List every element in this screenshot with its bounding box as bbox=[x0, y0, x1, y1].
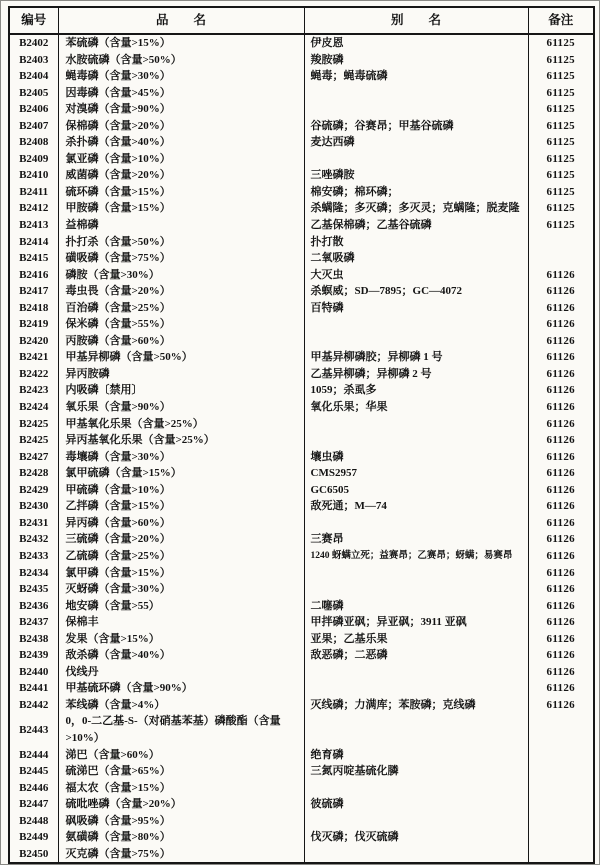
table-row bbox=[9, 283, 594, 300]
table-row bbox=[9, 631, 594, 648]
row-code-cell: B2434 bbox=[9, 565, 58, 582]
row-code-cell: B2402 bbox=[9, 34, 58, 52]
row-remark-cell: 61126 bbox=[546, 450, 575, 463]
row-code-cell: B2429 bbox=[9, 482, 58, 499]
row-remark-cell bbox=[528, 846, 594, 864]
row-name-cell: 乙硫磷（含量>25%） bbox=[58, 548, 304, 565]
table-row bbox=[9, 796, 594, 813]
table-row bbox=[9, 366, 594, 383]
row-remark-cell: 61125 bbox=[546, 53, 575, 66]
row-remark-cell bbox=[528, 780, 594, 797]
row-alias-cell: 二噻磷 bbox=[304, 598, 528, 615]
row-alias-cell: 亚果；乙基乐果 bbox=[304, 631, 528, 648]
row-code-cell: B2418 bbox=[9, 300, 58, 317]
row-code-cell: B2417 bbox=[9, 283, 58, 300]
row-remark-cell: 61126 bbox=[546, 632, 575, 645]
table-row bbox=[9, 85, 594, 102]
table-row bbox=[9, 300, 594, 317]
row-alias-cell bbox=[304, 515, 528, 532]
table-row bbox=[9, 647, 594, 664]
row-name-cell: 敌杀磷（含量>40%） bbox=[58, 647, 304, 664]
row-remark-cell: 61126 bbox=[546, 301, 575, 314]
table-row bbox=[9, 465, 594, 482]
table-row bbox=[9, 316, 594, 333]
row-remark-cell bbox=[528, 813, 594, 830]
row-name-cell: 0，0-二乙基-S-（对硝基苯基）磷酸酯（含量>10%） bbox=[58, 713, 304, 746]
table-row bbox=[9, 349, 594, 366]
table-row bbox=[9, 780, 594, 797]
row-code-cell: B2409 bbox=[9, 151, 58, 168]
row-code-cell: B2447 bbox=[9, 796, 58, 813]
row-name-cell: 扑打杀（含量>50%） bbox=[58, 234, 304, 251]
row-alias-cell: 灭线磷；力满库；苯胺磷；克线磷 bbox=[304, 697, 528, 714]
row-code-cell: B2406 bbox=[9, 101, 58, 118]
row-code-cell: B2443 bbox=[9, 713, 58, 746]
row-code-cell: B2411 bbox=[9, 184, 58, 201]
row-remark-cell: 61126 bbox=[546, 682, 575, 695]
row-alias-cell: 棉安磷；棉环磷； bbox=[304, 184, 528, 201]
row-alias-cell bbox=[304, 333, 528, 350]
row-alias-cell bbox=[304, 151, 528, 168]
row-code-cell: B2431 bbox=[9, 515, 58, 532]
row-remark-cell: 61125 bbox=[546, 103, 575, 116]
row-remark-cell: 61125 bbox=[546, 136, 575, 149]
row-remark-cell: 61126 bbox=[546, 500, 575, 513]
row-code-cell: B2420 bbox=[9, 333, 58, 350]
table-row bbox=[9, 482, 594, 499]
row-name-cell: 甲基异柳磷（含量>50%） bbox=[58, 349, 304, 366]
row-code-cell: B2404 bbox=[9, 68, 58, 85]
row-remark-cell: 61126 bbox=[546, 649, 575, 662]
row-name-cell: 发果（含量>15%） bbox=[58, 631, 304, 648]
row-code-cell: B2442 bbox=[9, 697, 58, 714]
row-alias-cell: 蝇毒；蝇毒硫磷 bbox=[304, 68, 528, 85]
row-code-cell: B2423 bbox=[9, 382, 58, 399]
row-name-cell: 水胺硫磷（含量>50%） bbox=[58, 52, 304, 69]
row-code-cell: B2425 bbox=[9, 416, 58, 433]
row-alias-cell: 谷硫磷；谷赛昂；甲基谷硫磷 bbox=[304, 118, 528, 135]
row-code-cell: B2433 bbox=[9, 548, 58, 565]
row-remark-cell: 61126 bbox=[546, 268, 575, 281]
row-code-cell: B2427 bbox=[9, 449, 58, 466]
row-name-cell: 氯甲硫磷（含量>15%） bbox=[58, 465, 304, 482]
table-row bbox=[9, 52, 594, 69]
header-alias: 别 名 bbox=[304, 7, 528, 34]
table-row bbox=[9, 134, 594, 151]
table-row bbox=[9, 250, 594, 267]
row-alias-cell bbox=[304, 846, 528, 864]
row-name-cell: 异丙胺磷 bbox=[58, 366, 304, 383]
row-code-cell: B2405 bbox=[9, 85, 58, 102]
row-name-cell: 异丙磷（含量>60%） bbox=[58, 515, 304, 532]
row-code-cell: B2428 bbox=[9, 465, 58, 482]
row-code-cell: B2444 bbox=[9, 747, 58, 764]
row-code-cell: B2439 bbox=[9, 647, 58, 664]
row-alias-cell bbox=[304, 85, 528, 102]
table-row bbox=[9, 515, 594, 532]
row-remark-cell bbox=[528, 250, 594, 267]
table-row bbox=[9, 697, 594, 714]
table-row bbox=[9, 581, 594, 598]
row-name-cell: 氧乐果（含量>90%） bbox=[58, 399, 304, 416]
row-alias-cell: 甲基异柳磷胶；异柳磷 1 号 bbox=[304, 349, 528, 366]
row-remark-cell: 61126 bbox=[546, 516, 575, 529]
row-remark-cell bbox=[528, 763, 594, 780]
row-remark-cell: 61126 bbox=[546, 367, 575, 380]
row-alias-cell: 氧化乐果；华果 bbox=[304, 399, 528, 416]
table-row bbox=[9, 664, 594, 681]
row-name-cell: 硫吡唑磷（含量>20%） bbox=[58, 796, 304, 813]
header-name: 品 名 bbox=[58, 7, 304, 34]
row-remark-cell: 61126 bbox=[546, 434, 575, 447]
row-alias-cell: GC6505 bbox=[304, 482, 528, 499]
row-remark-cell: 61125 bbox=[546, 37, 575, 49]
table-row bbox=[9, 846, 594, 864]
row-alias-cell bbox=[304, 680, 528, 697]
table-body bbox=[9, 34, 594, 863]
row-remark-cell bbox=[528, 234, 594, 251]
row-alias-cell: 壤虫磷 bbox=[304, 449, 528, 466]
row-code-cell: B2449 bbox=[9, 829, 58, 846]
row-alias-cell: 1059；杀虱多 bbox=[304, 382, 528, 399]
row-alias-cell: CMS2957 bbox=[304, 465, 528, 482]
header-remark: 备注 bbox=[528, 7, 594, 34]
header-code: 编号 bbox=[9, 7, 58, 34]
row-remark-cell: 61125 bbox=[546, 202, 575, 215]
row-name-cell: 百治磷（含量>25%） bbox=[58, 300, 304, 317]
row-remark-cell: 61126 bbox=[546, 599, 575, 612]
row-name-cell: 苯线磷（含量>4%） bbox=[58, 697, 304, 714]
row-alias-cell: 扑打散 bbox=[304, 234, 528, 251]
row-remark-cell: 61125 bbox=[546, 185, 575, 198]
row-code-cell: B2441 bbox=[9, 680, 58, 697]
row-remark-cell: 61125 bbox=[546, 169, 575, 182]
row-code-cell: B2414 bbox=[9, 234, 58, 251]
table-row bbox=[9, 382, 594, 399]
row-code-cell: B2416 bbox=[9, 267, 58, 284]
row-remark-cell: 61126 bbox=[546, 566, 575, 579]
row-name-cell: 杀扑磷（含量>40%） bbox=[58, 134, 304, 151]
table-row bbox=[9, 713, 594, 746]
row-name-cell: 伐线丹 bbox=[58, 664, 304, 681]
row-alias-cell: 敌恶磷；二恶磷 bbox=[304, 647, 528, 664]
table-row bbox=[9, 399, 594, 416]
table-row bbox=[9, 184, 594, 201]
row-name-cell: 丙胺磷（含量>60%） bbox=[58, 333, 304, 350]
row-remark-cell: 61126 bbox=[546, 417, 575, 430]
table-row bbox=[9, 118, 594, 135]
table-row bbox=[9, 234, 594, 251]
table-row bbox=[9, 200, 594, 217]
row-alias-cell: 乙基异柳磷；异柳磷 2 号 bbox=[304, 366, 528, 383]
row-alias-cell bbox=[304, 432, 528, 449]
header-row bbox=[9, 7, 594, 34]
table-row bbox=[9, 34, 594, 52]
row-code-cell: B2437 bbox=[9, 614, 58, 631]
row-name-cell: 甲胺磷（含量>15%） bbox=[58, 200, 304, 217]
row-remark-cell: 61126 bbox=[546, 318, 575, 331]
row-name-cell: 福太农（含量>15%） bbox=[58, 780, 304, 797]
row-name-cell: 因毒磷（含量>45%） bbox=[58, 85, 304, 102]
row-alias-cell bbox=[304, 713, 528, 746]
row-code-cell: B2450 bbox=[9, 846, 58, 864]
table-row bbox=[9, 167, 594, 184]
row-code-cell: B2435 bbox=[9, 581, 58, 598]
row-remark-cell: 61125 bbox=[546, 119, 575, 132]
row-alias-cell: 大灭虫 bbox=[304, 267, 528, 284]
row-name-cell: 灭蚜磷（含量>30%） bbox=[58, 581, 304, 598]
row-alias-cell: 百特磷 bbox=[304, 300, 528, 317]
row-alias-cell: 三赛昂 bbox=[304, 531, 528, 548]
row-name-cell: 涕巴（含量>60%） bbox=[58, 747, 304, 764]
table-row bbox=[9, 498, 594, 515]
row-code-cell: B2419 bbox=[9, 316, 58, 333]
row-code-cell: B2436 bbox=[9, 598, 58, 615]
row-name-cell: 磺吸磷（含量>75%） bbox=[58, 250, 304, 267]
row-name-cell: 灭克磷（含量>75%） bbox=[58, 846, 304, 864]
row-alias-cell bbox=[304, 813, 528, 830]
table-row bbox=[9, 614, 594, 631]
row-alias-cell bbox=[304, 780, 528, 797]
row-alias-cell: 三氮丙啶基硫化膦 bbox=[304, 763, 528, 780]
row-alias-cell: 伊皮恩 bbox=[304, 34, 528, 52]
table-row bbox=[9, 101, 594, 118]
row-code-cell: B2432 bbox=[9, 531, 58, 548]
row-alias-cell: 杀螟威；SD—7895；GC—4072 bbox=[304, 283, 528, 300]
row-name-cell: 甲基氧化乐果（含量>25%） bbox=[58, 416, 304, 433]
row-remark-cell: 61126 bbox=[546, 334, 575, 347]
row-name-cell: 地安磷（含量>55） bbox=[58, 598, 304, 615]
row-name-cell: 硫涕巴（含量>65%） bbox=[58, 763, 304, 780]
row-name-cell: 蝇毒磷（含量>30%） bbox=[58, 68, 304, 85]
row-name-cell: 保棉丰 bbox=[58, 614, 304, 631]
row-name-cell: 氯亚磷（含量>10%） bbox=[58, 151, 304, 168]
row-name-cell: 保棉磷（含量>20%） bbox=[58, 118, 304, 135]
row-remark-cell: 61126 bbox=[546, 616, 575, 629]
table-row bbox=[9, 813, 594, 830]
table-row bbox=[9, 267, 594, 284]
row-name-cell: 对溴磷（含量>90%） bbox=[58, 101, 304, 118]
row-alias-cell bbox=[304, 565, 528, 582]
row-code-cell: B2424 bbox=[9, 399, 58, 416]
row-name-cell: 砜吸磷（含量>95%） bbox=[58, 813, 304, 830]
table-row bbox=[9, 598, 594, 615]
row-name-cell: 内吸磷〔禁用〕 bbox=[58, 382, 304, 399]
row-remark-cell: 61126 bbox=[546, 665, 575, 678]
row-code-cell: B2413 bbox=[9, 217, 58, 234]
row-alias-cell: 麦达西磷 bbox=[304, 134, 528, 151]
chemical-products-table bbox=[8, 6, 595, 864]
row-alias-cell bbox=[304, 664, 528, 681]
row-name-cell: 甲基硫环磷（含量>90%） bbox=[58, 680, 304, 697]
table-row bbox=[9, 151, 594, 168]
row-code-cell: B2440 bbox=[9, 664, 58, 681]
row-alias-cell: 三唑磷胺 bbox=[304, 167, 528, 184]
row-name-cell: 氯甲磷（含量>15%） bbox=[58, 565, 304, 582]
row-alias-cell bbox=[304, 101, 528, 118]
table-row bbox=[9, 548, 594, 565]
row-code-cell: B2407 bbox=[9, 118, 58, 135]
row-code-cell: B2408 bbox=[9, 134, 58, 151]
row-name-cell: 苯硫磷（含量>15%） bbox=[58, 34, 304, 52]
row-alias-cell: 羧胺磷 bbox=[304, 52, 528, 69]
table-row bbox=[9, 829, 594, 846]
table-row bbox=[9, 763, 594, 780]
row-alias-cell bbox=[304, 416, 528, 433]
row-name-cell: 益棉磷 bbox=[58, 217, 304, 234]
row-remark-cell: 61126 bbox=[546, 533, 575, 546]
table-row bbox=[9, 333, 594, 350]
row-alias-cell: 1240 蚜螨立死；益赛昂；乙赛昂；蚜螨；易赛昂 bbox=[304, 548, 528, 565]
row-remark-cell: 61126 bbox=[546, 583, 575, 596]
row-remark-cell: 61125 bbox=[546, 86, 575, 99]
row-alias-cell: 彼硫磷 bbox=[304, 796, 528, 813]
row-name-cell: 三硫磷（含量>20%） bbox=[58, 531, 304, 548]
table-header bbox=[9, 7, 594, 34]
row-name-cell: 磷胺（含量>30%） bbox=[58, 267, 304, 284]
row-alias-cell: 绝育磷 bbox=[304, 747, 528, 764]
row-alias-cell: 杀螨隆；多灭磷；多灭灵；克螨隆；脱麦隆 bbox=[304, 200, 528, 217]
row-remark-cell: 61126 bbox=[546, 401, 575, 414]
row-alias-cell: 乙基保棉磷；乙基谷硫磷 bbox=[304, 217, 528, 234]
row-name-cell: 毒壤磷（含量>30%） bbox=[58, 449, 304, 466]
table-row bbox=[9, 449, 594, 466]
row-remark-cell: 61126 bbox=[546, 384, 575, 397]
row-alias-cell bbox=[304, 316, 528, 333]
table-row bbox=[9, 565, 594, 582]
row-remark-cell: 61125 bbox=[546, 70, 575, 83]
row-code-cell: B2425 bbox=[9, 432, 58, 449]
row-remark-cell bbox=[528, 713, 594, 746]
row-name-cell: 保米磷（含量>55%） bbox=[58, 316, 304, 333]
row-code-cell: B2410 bbox=[9, 167, 58, 184]
row-code-cell: B2430 bbox=[9, 498, 58, 515]
row-code-cell: B2421 bbox=[9, 349, 58, 366]
row-code-cell: B2438 bbox=[9, 631, 58, 648]
table-row bbox=[9, 416, 594, 433]
row-name-cell: 威菌磷（含量>20%） bbox=[58, 167, 304, 184]
row-code-cell: B2448 bbox=[9, 813, 58, 830]
row-remark-cell bbox=[528, 829, 594, 846]
row-code-cell: B2403 bbox=[9, 52, 58, 69]
row-name-cell: 异丙基氧化乐果（含量>25%） bbox=[58, 432, 304, 449]
row-name-cell: 毒虫畏（含量>20%） bbox=[58, 283, 304, 300]
row-name-cell: 氨磺磷（含量>80%） bbox=[58, 829, 304, 846]
row-alias-cell: 伐灭磷；伐灭硫磷 bbox=[304, 829, 528, 846]
row-alias-cell: 甲拌磷亚砜；异亚砜；3911 亚砜 bbox=[304, 614, 528, 631]
table-row bbox=[9, 747, 594, 764]
row-remark-cell: 61126 bbox=[546, 483, 575, 496]
row-remark-cell: 61126 bbox=[546, 285, 575, 298]
row-code-cell: B2422 bbox=[9, 366, 58, 383]
table-row bbox=[9, 217, 594, 234]
table-row bbox=[9, 432, 594, 449]
row-code-cell: B2445 bbox=[9, 763, 58, 780]
row-remark-cell: 61126 bbox=[546, 351, 575, 364]
row-alias-cell: 敌死通；M—74 bbox=[304, 498, 528, 515]
row-name-cell: 甲硫磷（含量>10%） bbox=[58, 482, 304, 499]
row-code-cell: B2412 bbox=[9, 200, 58, 217]
row-remark-cell: 61125 bbox=[546, 219, 575, 232]
row-code-cell: B2415 bbox=[9, 250, 58, 267]
row-alias-cell: 二氧吸磷 bbox=[304, 250, 528, 267]
row-alias-cell bbox=[304, 581, 528, 598]
row-remark-cell: 61126 bbox=[546, 467, 575, 480]
row-remark-cell: 61126 bbox=[546, 698, 575, 711]
table-row bbox=[9, 68, 594, 85]
row-remark-cell bbox=[528, 747, 594, 764]
row-remark-cell: 61125 bbox=[546, 152, 575, 165]
row-name-cell: 硫环磷（含量>15%） bbox=[58, 184, 304, 201]
row-name-cell: 乙拌磷（含量>15%） bbox=[58, 498, 304, 515]
table-row bbox=[9, 680, 594, 697]
row-code-cell: B2446 bbox=[9, 780, 58, 797]
row-remark-cell bbox=[528, 796, 594, 813]
table-row bbox=[9, 531, 594, 548]
row-remark-cell: 61126 bbox=[546, 549, 575, 562]
